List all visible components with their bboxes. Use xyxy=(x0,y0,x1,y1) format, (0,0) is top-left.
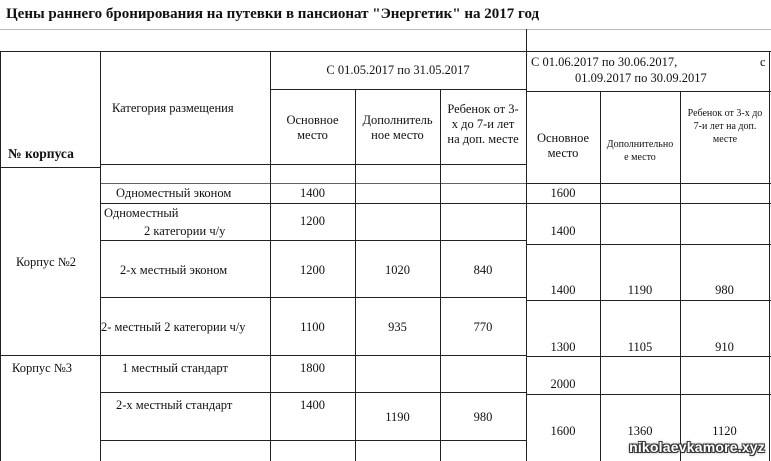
cell-p2-main: 1600 xyxy=(550,186,576,200)
cell-p1-child: 980 xyxy=(473,410,493,424)
row-category: 2-х местный стандарт xyxy=(116,398,233,412)
row-category-line2: 2 категории ч/у xyxy=(144,224,226,238)
cell-p1-extra: 935 xyxy=(388,320,407,334)
cell-p2-main: 1400 xyxy=(550,283,576,297)
header-p1-child: Ребенок от 3- х до 7-и лет на доп. месте xyxy=(447,102,519,146)
row-category: 2- местный 2 категории ч/у xyxy=(101,320,246,334)
cell-p1-main: 1400 xyxy=(300,186,325,200)
cell-p2-child: 910 xyxy=(715,340,734,354)
cell-p1-main: 1200 xyxy=(300,214,325,228)
cell-p2-extra: 1190 xyxy=(627,283,653,297)
cell-p2-extra: 1105 xyxy=(627,340,653,354)
header-p1-main: Основное место xyxy=(286,113,339,142)
cell-p1-main: 1400 xyxy=(300,398,325,412)
cell-p1-extra: 1190 xyxy=(385,410,410,424)
building-label-k2: Корпус №2 xyxy=(16,255,77,269)
cell-p2-extra: 1360 xyxy=(627,424,653,438)
header-korpus: № корпуса xyxy=(8,146,74,161)
cell-p2-main: 1300 xyxy=(550,340,576,354)
cell-p1-extra: 1020 xyxy=(385,263,410,277)
cell-p2-child: 1120 xyxy=(712,424,737,438)
page-title: Цены раннего бронирования на путевки в пансионат "Энергетик" на 2017 год xyxy=(6,6,540,22)
row-category-line1: Одноместный xyxy=(104,206,179,220)
header-p1-extra: Дополнитель ное место xyxy=(362,113,433,142)
building-label-k3: Корпус №3 xyxy=(12,361,73,375)
cell-p1-main: 1800 xyxy=(300,361,325,375)
header-category: Категория размещения xyxy=(112,101,234,115)
cell-p1-child: 840 xyxy=(473,263,493,277)
row-category: 2-х местный эконом xyxy=(120,263,228,277)
header-p2-extra: Дополнительно е место xyxy=(606,139,674,163)
header-p2-main: Основное место xyxy=(536,131,590,160)
header-p2-child: Ребенок от 3-х до 7-и лет на доп. месте xyxy=(687,108,763,145)
header-period-2-trail: с xyxy=(760,55,766,69)
cell-p2-main: 1400 xyxy=(550,224,576,238)
cell-p1-main: 1200 xyxy=(300,263,325,277)
cell-p2-child: 980 xyxy=(715,283,734,297)
watermark: nikolaevkamore.xyz xyxy=(629,439,765,455)
header-period-2-line1: С 01.06.2017 по 30.06.2017, xyxy=(531,55,678,69)
cell-p2-main: 2000 xyxy=(550,377,576,391)
row-category: 1 местный стандарт xyxy=(122,361,228,375)
header-period-1: С 01.05.2017 по 31.05.2017 xyxy=(326,63,470,77)
row-category: Одноместный эконом xyxy=(116,186,232,200)
cell-p1-child: 770 xyxy=(473,320,493,334)
header-period-2-line2: 01.09.2017 по 30.09.2017 xyxy=(575,71,707,85)
cell-p2-main: 1600 xyxy=(550,424,576,438)
cell-p1-main: 1100 xyxy=(300,320,325,334)
